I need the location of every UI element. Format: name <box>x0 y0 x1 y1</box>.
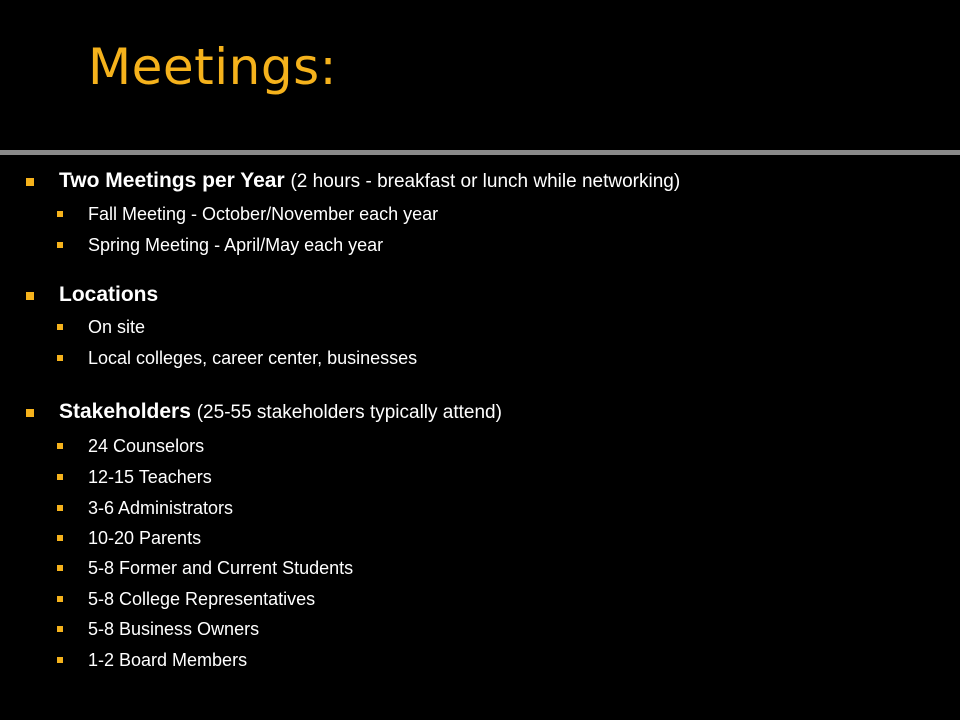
sub-bullet-text: 10-20 Parents <box>88 528 202 548</box>
title-bar <box>0 0 960 150</box>
sub-bullet-text: On site <box>88 317 146 337</box>
sub-bullet-marker-icon <box>57 443 63 449</box>
bullet-note: (25-55 stakeholders typically attend) <box>196 402 502 423</box>
sub-bullet-marker-icon <box>57 505 63 511</box>
sub-bullet-marker-icon <box>57 657 63 663</box>
sub-bullet-marker-icon <box>57 565 63 571</box>
sub-bullet-text: 3-6 Administrators <box>88 498 234 518</box>
bullet-marker-icon <box>26 292 34 300</box>
sub-bullet-marker-icon <box>57 211 63 217</box>
sub-bullet-marker-icon <box>57 626 63 632</box>
sub-bullet-text: 5-8 Former and Current Students <box>88 558 354 578</box>
sub-bullet-text: 24 Counselors <box>88 436 205 456</box>
sub-bullet-marker-icon <box>57 324 63 330</box>
sub-bullet-text: 12-15 Teachers <box>88 467 212 487</box>
bullet-label: Locations <box>59 283 159 306</box>
sub-bullet-text: Local colleges, career center, businesses <box>88 348 418 368</box>
sub-bullet-marker-icon <box>57 355 63 361</box>
bullet-label: Two Meetings per Year <box>59 169 285 192</box>
sub-bullet-text: Fall Meeting - October/November each year <box>88 204 439 224</box>
sub-bullet-marker-icon <box>57 596 63 602</box>
sub-bullet-marker-icon <box>57 474 63 480</box>
sub-bullet-text: Spring Meeting - April/May each year <box>88 235 384 255</box>
sub-bullet-marker-icon <box>57 242 63 248</box>
bullet-marker-icon <box>26 178 34 186</box>
bullet-marker-icon <box>26 409 34 417</box>
sub-bullet-marker-icon <box>57 535 63 541</box>
bullet-label: Stakeholders <box>59 400 191 423</box>
slide-content <box>0 155 960 720</box>
sub-bullet-text: 5-8 Business Owners <box>88 619 260 639</box>
bullet-note: (2 hours - breakfast or lunch while networking) <box>290 171 681 192</box>
sub-bullet-text: 1-2 Board Members <box>88 650 248 670</box>
slide-title: Meetings: <box>88 38 337 96</box>
sub-bullet-text: 5-8 College Representatives <box>88 589 316 609</box>
